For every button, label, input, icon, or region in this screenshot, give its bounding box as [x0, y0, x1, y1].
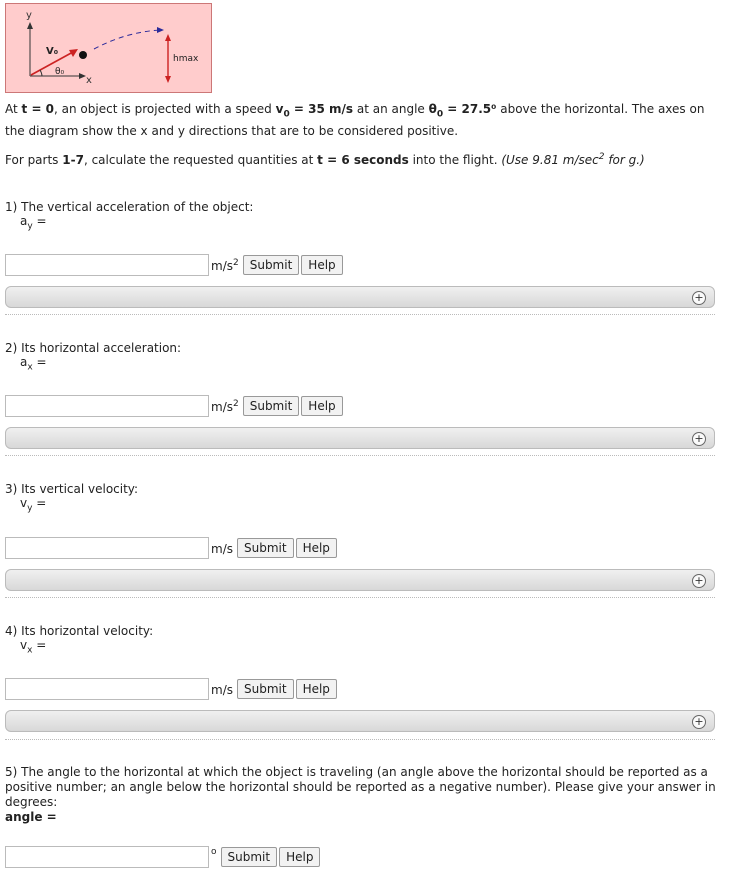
projectile-diagram	[5, 3, 212, 93]
question-3-variable	[20, 496, 46, 513]
intro-v0-symbol: v	[275, 102, 284, 116]
intro-v0-value: = 35 m/s	[289, 102, 354, 116]
unit-text: m/s	[211, 541, 233, 556]
trajectory-arrow-icon	[157, 27, 164, 33]
unit-text: m/s	[211, 258, 233, 273]
answer-input-4[interactable]	[5, 678, 209, 700]
degree-unit: o	[211, 847, 217, 857]
hmax-label: hmax	[173, 54, 199, 64]
answer-input-1[interactable]	[5, 254, 209, 276]
intro-text: , an object is projected with a speed	[54, 102, 276, 116]
problem-intro	[5, 101, 720, 169]
var-symbol: a	[20, 355, 28, 369]
intro-theta-sub: 0	[436, 109, 444, 120]
g-note-text: (Use 9.81 m/sec	[501, 153, 599, 168]
intro-text: into the flight.	[408, 153, 502, 168]
var-eq: =	[32, 638, 47, 652]
question-4: 4) Its horizontal velocity:	[5, 624, 154, 638]
diagram-drawing	[6, 4, 213, 94]
hmax-down-arrow-icon	[165, 76, 171, 83]
hmax-up-arrow-icon	[165, 34, 171, 41]
ball	[79, 51, 87, 59]
x-axis-arrow-icon	[79, 73, 86, 79]
hint-bar-2[interactable]	[5, 427, 715, 449]
intro-parts: 1-7	[62, 153, 84, 168]
help-button-4[interactable]: Help	[296, 679, 337, 699]
g-note-end: for g.)	[604, 153, 645, 168]
var-eq: =	[32, 496, 47, 510]
answer-input-2[interactable]	[5, 395, 209, 417]
unit-4	[211, 682, 233, 697]
var-sub: y	[27, 503, 33, 514]
question-1: 1) The vertical acceleration of the object:	[5, 200, 254, 214]
theta-label: θ₀	[55, 67, 65, 77]
expand-plus-icon[interactable]: +	[692, 574, 706, 588]
intro-paragraph-1	[5, 101, 720, 140]
unit-2	[211, 399, 239, 414]
var-eq: =	[42, 810, 57, 824]
submit-button-2[interactable]: Submit	[243, 396, 300, 416]
unit-3	[211, 541, 233, 556]
question-3: 3) Its vertical velocity:	[5, 482, 139, 496]
intro-time: t = 6 seconds	[317, 153, 409, 168]
var-symbol: a	[20, 214, 28, 228]
y-axis-arrow-icon	[27, 22, 33, 29]
expand-plus-icon[interactable]: +	[692, 432, 706, 446]
submit-button-1[interactable]: Submit	[243, 255, 300, 275]
g-note-sup: 2	[598, 152, 605, 163]
help-button-3[interactable]: Help	[296, 538, 337, 558]
trajectory-path	[94, 30, 160, 49]
question-2: 2) Its horizontal acceleration:	[5, 341, 182, 355]
help-button-5[interactable]: Help	[279, 847, 320, 867]
submit-button-4[interactable]: Submit	[237, 679, 294, 699]
var-symbol: angle	[5, 810, 43, 824]
intro-text: at an angle	[353, 102, 429, 116]
answer-input-5[interactable]	[5, 846, 209, 868]
var-sub: y	[27, 221, 33, 232]
intro-v0	[275, 102, 354, 120]
question-5-variable	[5, 810, 57, 824]
separator	[5, 455, 715, 456]
unit-sup: 2	[232, 257, 239, 268]
var-eq: =	[32, 355, 47, 369]
question-2-variable	[20, 355, 47, 372]
answer-row-2	[5, 394, 343, 418]
intro-t0: t = 0	[21, 102, 55, 116]
theta-arc	[40, 70, 42, 76]
question-1-variable	[20, 214, 47, 231]
hint-bar-4[interactable]	[5, 710, 715, 732]
question-5: 5) The angle to the horizontal at which the object is traveling (an angle above the horizontal should be reported as a positive number; an angle below the horizontal should be reported as a negative number). Please give your answer in degrees:	[5, 765, 716, 809]
question-4-variable	[20, 638, 46, 655]
hint-bar-3[interactable]	[5, 569, 715, 591]
unit-text: m/s	[211, 682, 233, 697]
unit-text: m/s	[211, 399, 233, 414]
answer-row-1	[5, 253, 343, 277]
answer-input-3[interactable]	[5, 537, 209, 559]
intro-text: For parts	[5, 153, 63, 168]
unit-1	[211, 258, 239, 273]
intro-text: above the horizontal. The axes on the diagram show the x and y directions that are to be considered positive.	[5, 102, 705, 139]
separator	[5, 739, 715, 740]
answer-row-5	[5, 845, 320, 869]
separator	[5, 597, 715, 598]
var-symbol: v	[20, 638, 28, 652]
answer-row-4	[5, 677, 337, 701]
expand-plus-icon[interactable]: +	[692, 291, 706, 305]
intro-theta0	[428, 102, 497, 120]
submit-button-5[interactable]: Submit	[221, 847, 278, 867]
x-axis-label: x	[86, 75, 92, 86]
var-symbol: v	[20, 496, 28, 510]
var-eq: =	[32, 214, 47, 228]
separator	[5, 314, 715, 315]
help-button-2[interactable]: Help	[301, 396, 342, 416]
intro-text: , calculate the requested quantities at	[83, 153, 318, 168]
expand-plus-icon[interactable]: +	[692, 715, 706, 729]
intro-theta-value: = 27.5⁰	[443, 102, 497, 116]
hint-bar-1[interactable]	[5, 286, 715, 308]
var-sub: x	[27, 645, 33, 656]
var-sub: x	[27, 362, 33, 373]
intro-theta-symbol: θ	[428, 102, 437, 116]
intro-g-note	[501, 153, 644, 167]
unit-sup: 2	[232, 398, 239, 409]
v0-label: V₀	[46, 46, 59, 57]
intro-v0-sub: 0	[283, 109, 290, 120]
intro-text: At	[5, 102, 22, 116]
intro-paragraph-2	[5, 149, 720, 169]
submit-button-3[interactable]: Submit	[237, 538, 294, 558]
y-axis-label: y	[26, 10, 32, 21]
help-button-1[interactable]: Help	[301, 255, 342, 275]
answer-row-3	[5, 536, 337, 560]
